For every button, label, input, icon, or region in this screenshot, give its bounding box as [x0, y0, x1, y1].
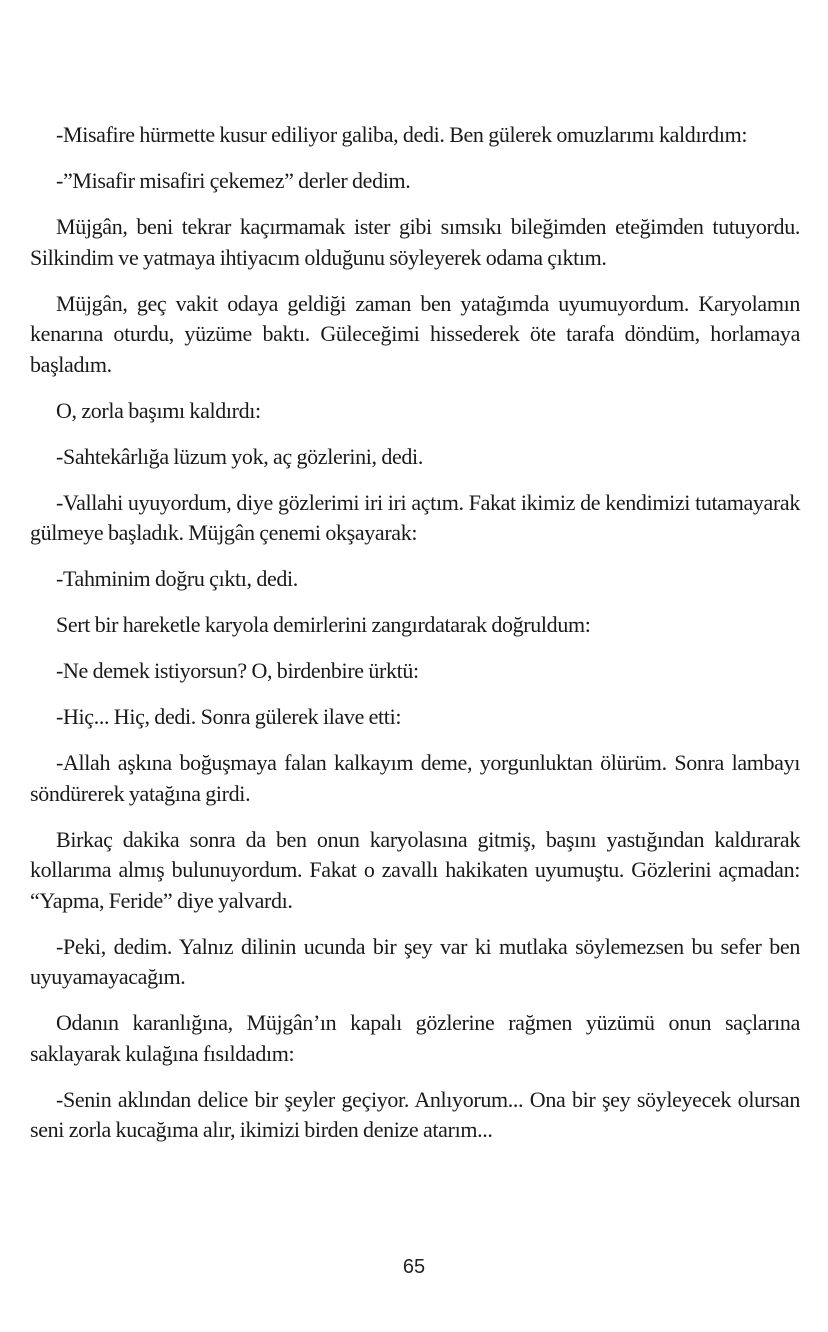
- paragraph: Müjgân, geç vakit odaya geldiği zaman ben yatağımda uyumuyordum. Karyolamın kenarına oturdu, yüzüme baktı. Güleceğimi hissederek öte tarafa döndüm, horlamaya başladım.: [30, 290, 800, 377]
- paragraph: -Senin aklından delice bir şeyler geçiyor. Anlıyorum... Ona bir şey söyleyecek olursan seni zorla kucağıma alır, ikimizi birden denize atarım...: [30, 1086, 800, 1142]
- paragraph: -Tahminim doğru çıktı, dedi.: [56, 566, 298, 591]
- paragraph: O, zorla başımı kaldırdı:: [56, 397, 261, 423]
- paragraph: Birkaç dakika sonra da ben onun karyolasına gitmiş, başını yastığından kaldırarak kollarıma almış bulunuyordum. Fakat o zavallı hakikaten uyumuştu. Gözlerini açmadan: “Yapma, Feride” diye yalvardı.: [30, 826, 800, 913]
- paragraph: Müjgân, beni tekrar kaçırmamak ister gibi sımsıkı bileğimden eteğimden tutuyordu. Silkindim ve yatmaya ihtiyacım olduğunu söyleyerek odama çıktım.: [30, 214, 800, 270]
- paragraph: Sert bir hareketle karyola demirlerini zangırdatarak doğruldum:: [56, 612, 591, 637]
- paragraph: -Peki, dedim. Yalnız dilinin ucunda bir şey var ki mutlaka söylemezsen bu sefer ben uyuyamayacağım.: [30, 933, 800, 989]
- page-number: 65: [402, 1256, 426, 1278]
- book-page-body: [30, 120, 800, 1161]
- paragraph: -Hiç... Hiç, dedi. Sonra gülerek ilave etti:: [56, 704, 402, 729]
- paragraph: -Allah aşkına boğuşmaya falan kalkayım deme, yorgunluktan ölürüm. Sonra lambayı söndürerek yatağına girdi.: [30, 750, 800, 806]
- paragraph: -”Misafir misafiri çekemez” derler dedim.: [56, 168, 411, 193]
- paragraph: -Misafire hürmette kusur ediliyor galiba, dedi. Ben gülerek omuzlarımı kaldırdım:: [56, 122, 748, 147]
- paragraph: Odanın karanlığına, Müjgân’ın kapalı gözlerine rağmen yüzümü onun saçlarına saklayarak kulağına fısıldadım:: [30, 1010, 800, 1066]
- paragraph: -Sahtekârlığa lüzum yok, aç gözlerini, dedi.: [56, 443, 423, 469]
- paragraph: -Ne demek istiyorsun? O, birdenbire ürktü:: [56, 658, 419, 683]
- paragraph: -Vallahi uyuyordum, diye gözlerimi iri iri açtım. Fakat ikimiz de kendimizi tutamayarak gülmeye başladık. Müjgân çenemi okşayarak:: [30, 489, 800, 545]
